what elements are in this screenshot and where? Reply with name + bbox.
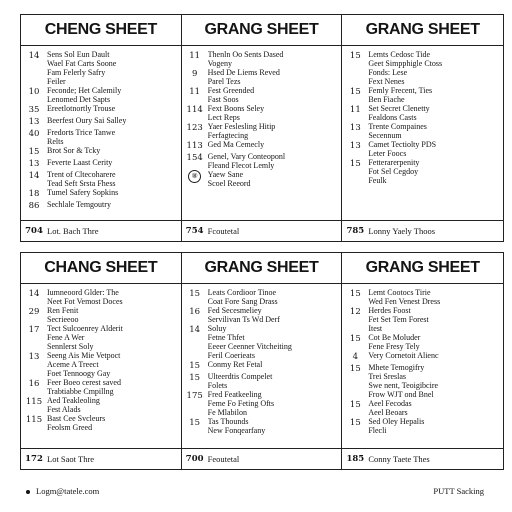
sheet-column bbox=[21, 15, 182, 241]
item-text-line: Lemts Cedosc Tide bbox=[368, 50, 431, 59]
item-number: 114 bbox=[186, 105, 203, 115]
sheet-column bbox=[342, 15, 503, 241]
item-number: 123 bbox=[186, 123, 203, 133]
item-text-line: Fext Nenes bbox=[368, 77, 405, 86]
list-item bbox=[21, 50, 181, 68]
item-text-line: Fene Fresy Tely bbox=[368, 342, 420, 351]
item-text-line: Folets bbox=[207, 381, 228, 390]
item-text bbox=[368, 158, 503, 185]
item-text bbox=[368, 86, 503, 104]
column-title: CHANG SHEET bbox=[21, 253, 181, 284]
list-item bbox=[342, 363, 503, 381]
item-number: 13 bbox=[28, 352, 40, 362]
item-text bbox=[368, 140, 503, 158]
item-number: 29 bbox=[28, 307, 40, 317]
item-text bbox=[208, 122, 342, 140]
item-text-line: Fam Felerly Safry bbox=[47, 68, 106, 77]
list-item bbox=[21, 378, 181, 396]
item-text bbox=[47, 146, 181, 155]
item-text bbox=[368, 68, 503, 86]
list-item bbox=[21, 369, 181, 378]
item-text-line: Trente Compaines bbox=[368, 122, 427, 131]
item-text-line: Tect Sulcoenrey Alderit bbox=[47, 324, 123, 333]
item-text-line: Leter Foocs bbox=[368, 149, 407, 158]
column-title: GRANG SHEET bbox=[182, 15, 342, 46]
item-text-line: Aceme A Treect bbox=[47, 360, 99, 369]
item-text bbox=[368, 306, 503, 333]
item-number: 11 bbox=[189, 51, 201, 61]
item-number: 154 bbox=[186, 153, 203, 163]
item-text-line: Fast Soos bbox=[207, 95, 239, 104]
item-text-line: Fredorts Trice Tanwe bbox=[47, 128, 116, 137]
item-number: 15 bbox=[189, 418, 201, 428]
item-number: 14 bbox=[28, 51, 40, 61]
list-item bbox=[182, 306, 342, 324]
column-title: GRANG SHEET bbox=[342, 253, 503, 284]
item-text bbox=[208, 417, 342, 435]
footer-number: 700 bbox=[185, 454, 204, 464]
item-number: 175 bbox=[186, 391, 203, 401]
list-item bbox=[182, 417, 342, 435]
item-text-line: Sennlerst Soly bbox=[47, 342, 94, 351]
list-item bbox=[342, 140, 503, 158]
item-text bbox=[208, 288, 342, 306]
item-number: 15 bbox=[349, 289, 361, 299]
item-text bbox=[368, 399, 503, 417]
item-text-line: Fet Set Tem Forest bbox=[368, 315, 429, 324]
item-text-line: Fealdons Casts bbox=[368, 113, 417, 122]
list-item bbox=[182, 324, 342, 342]
item-text-line: Mhete Temogifry bbox=[368, 363, 425, 372]
item-number: 11 bbox=[189, 87, 201, 97]
item-number: 11 bbox=[349, 105, 361, 115]
list-item bbox=[182, 342, 342, 360]
item-text-line: Ben Fiache bbox=[368, 95, 405, 104]
list-item bbox=[182, 152, 342, 170]
item-text bbox=[368, 104, 503, 122]
item-number: 86 bbox=[28, 201, 40, 211]
list-item bbox=[182, 104, 342, 122]
item-text bbox=[368, 417, 503, 435]
list-item bbox=[182, 360, 342, 372]
item-text-line: Feolsm Greed bbox=[47, 423, 93, 432]
item-number: 13 bbox=[28, 159, 40, 169]
item-number: 15 bbox=[349, 87, 361, 97]
footer-text: Lot Saot Thre bbox=[47, 454, 95, 464]
item-text-line: Aed Teakleoling bbox=[47, 396, 100, 405]
item-text-line: Bast Cee Svcleurs bbox=[47, 414, 106, 423]
item-text-line: Vogeny bbox=[207, 59, 232, 68]
item-text-line: Fest Greended bbox=[207, 86, 255, 95]
list-item bbox=[21, 170, 181, 188]
footer-text: Lonny Yaely Thoos bbox=[368, 226, 435, 236]
item-text bbox=[368, 381, 503, 399]
item-text-line: Feer Boeo cerest saved bbox=[47, 378, 121, 387]
item-text bbox=[368, 122, 503, 140]
item-text bbox=[208, 86, 342, 104]
item-text bbox=[47, 68, 181, 86]
list-item bbox=[182, 170, 342, 188]
item-text-line: Fetne Thfet bbox=[207, 333, 245, 342]
column-footer bbox=[182, 220, 342, 241]
item-number: 13 bbox=[28, 117, 40, 127]
item-text-line: Geet Simpphigle Ctoss bbox=[368, 59, 443, 68]
list-item bbox=[21, 68, 181, 86]
bullet-icon bbox=[26, 490, 30, 494]
item-text-line: Secrieeoo bbox=[47, 315, 79, 324]
item-text-line: Yaer Feslesling Hitip bbox=[207, 122, 276, 131]
item-number: 115 bbox=[25, 415, 43, 425]
item-text-line: Sed Oley Hepalis bbox=[368, 417, 425, 426]
item-text-line: Ged Ma Cemecly bbox=[207, 140, 265, 149]
item-text bbox=[208, 104, 342, 122]
item-text bbox=[208, 324, 342, 342]
item-text-line: Eeeer Ceenner Vitcheiting bbox=[207, 342, 292, 351]
sheet-column bbox=[342, 253, 503, 469]
row-list bbox=[342, 284, 503, 448]
list-item bbox=[342, 104, 503, 122]
item-text bbox=[47, 128, 181, 146]
column-title: CHENG SHEET bbox=[21, 15, 181, 46]
item-text-line: Lemt Cootocs Tirie bbox=[368, 288, 431, 297]
list-item bbox=[182, 140, 342, 152]
list-item bbox=[21, 324, 181, 342]
item-text-line: Feiler bbox=[47, 77, 66, 86]
item-text-line: Neet Fot Vemost Doces bbox=[47, 297, 123, 306]
item-text-line: Fot Sel Cegdoy bbox=[368, 167, 419, 176]
list-item bbox=[342, 50, 503, 68]
item-text bbox=[47, 369, 181, 378]
item-number: 15 bbox=[189, 373, 201, 383]
item-number: 15 bbox=[349, 51, 361, 61]
item-number: 15 bbox=[189, 289, 201, 299]
item-text-line: Leats Cordioor Tinoe bbox=[207, 288, 277, 297]
item-text-line: Tas Thounds bbox=[207, 417, 249, 426]
item-number: 9 bbox=[191, 69, 198, 79]
item-text-line: Beerfest Oury Sai Salley bbox=[47, 116, 127, 125]
footer-number: 785 bbox=[346, 226, 365, 236]
item-text-line: Seeng Ais Mie Vetpoct bbox=[47, 351, 121, 360]
item-text bbox=[47, 170, 181, 188]
item-text bbox=[208, 408, 342, 417]
item-text-line: Servilivan Ts Wd Derf bbox=[207, 315, 280, 324]
item-text-line: Ereetlotnortly Trouse bbox=[47, 104, 116, 113]
item-text bbox=[47, 50, 181, 68]
list-item bbox=[342, 68, 503, 86]
item-text-line: Hsed De Liems Reved bbox=[207, 68, 280, 77]
item-text-line: Secennum bbox=[368, 131, 402, 140]
list-item bbox=[21, 342, 181, 351]
item-text bbox=[47, 351, 181, 369]
list-item bbox=[182, 50, 342, 68]
list-item bbox=[342, 333, 503, 351]
item-text-line: Genel, Vary Conteoponl bbox=[207, 152, 286, 161]
column-footer bbox=[21, 448, 181, 469]
list-item bbox=[21, 288, 181, 306]
column-footer bbox=[342, 220, 503, 241]
row-list bbox=[182, 284, 342, 448]
list-item bbox=[342, 417, 503, 435]
list-item bbox=[182, 86, 342, 104]
item-text bbox=[47, 188, 181, 197]
item-text-line: Very Cornetoit Alienc bbox=[368, 351, 439, 360]
item-text-line: Tumel Safery Sopkins bbox=[47, 188, 119, 197]
item-text-line: Feverte Laast Cerity bbox=[47, 158, 113, 167]
list-item bbox=[21, 396, 181, 414]
sheet-column bbox=[182, 15, 343, 241]
item-text-line: Feril Coerieats bbox=[207, 351, 255, 360]
item-number: 14 bbox=[28, 171, 40, 181]
item-text-line: Sechlale Temgoutry bbox=[47, 200, 111, 209]
list-item bbox=[342, 306, 503, 333]
item-text bbox=[47, 200, 181, 209]
sheet-column bbox=[21, 253, 182, 469]
item-number: 15 bbox=[28, 147, 40, 157]
column-title: GRANG SHEET bbox=[182, 253, 342, 284]
column-title: GRANG SHEET bbox=[342, 15, 503, 46]
item-number: 15 bbox=[349, 159, 361, 169]
row-list bbox=[182, 46, 342, 220]
item-number: 10 bbox=[28, 87, 40, 97]
item-text-line: Itest bbox=[368, 324, 383, 333]
row-list bbox=[342, 46, 503, 220]
item-text-line: Herdes Foost bbox=[368, 306, 411, 315]
item-text-line: Conmy Ret Fetal bbox=[207, 360, 263, 369]
item-text-line: Fest Alads bbox=[47, 405, 81, 414]
item-text bbox=[208, 170, 342, 188]
list-item bbox=[182, 122, 342, 140]
item-text bbox=[47, 378, 181, 396]
item-text-line: New Fonqearfany bbox=[207, 426, 266, 435]
item-text bbox=[208, 152, 342, 170]
item-text-line: Relts bbox=[47, 137, 64, 146]
item-text-line: Cot Be Moluder bbox=[368, 333, 421, 342]
item-number: 115 bbox=[25, 397, 43, 407]
item-number: 15 bbox=[349, 418, 361, 428]
note-right bbox=[433, 486, 484, 497]
list-item bbox=[21, 116, 181, 128]
item-text-line: Coat Fore Sang Drass bbox=[207, 297, 278, 306]
list-item bbox=[21, 146, 181, 158]
item-text-line: Aeel Beoars bbox=[368, 408, 408, 417]
list-item bbox=[21, 158, 181, 170]
footer-text: Lot. Bach Thre bbox=[47, 226, 99, 236]
row-list bbox=[21, 284, 181, 448]
column-footer bbox=[21, 220, 181, 241]
item-text-line: Camet Tectiolty PDS bbox=[368, 140, 437, 149]
list-item bbox=[21, 200, 181, 212]
item-text-line: Feconde; Het Calemily bbox=[47, 86, 122, 95]
list-item bbox=[21, 351, 181, 369]
footer-number: 172 bbox=[25, 454, 43, 464]
footer-number: 704 bbox=[25, 226, 43, 236]
item-text bbox=[368, 363, 503, 381]
list-item bbox=[342, 86, 503, 104]
list-item bbox=[342, 122, 503, 140]
item-text-line: Feme Fo Feting Ofts bbox=[207, 399, 275, 408]
column-footer bbox=[342, 448, 503, 469]
item-number: 15 bbox=[349, 400, 361, 410]
item-text bbox=[368, 50, 503, 68]
item-text-line: Brot Sor & Tcky bbox=[47, 146, 101, 155]
footer-number: 754 bbox=[185, 226, 204, 236]
row-list bbox=[21, 46, 181, 220]
item-text-line: Iumneoord Glder: The bbox=[47, 288, 119, 297]
item-text bbox=[208, 372, 342, 390]
item-text-line: Lenomed Det Sapts bbox=[47, 95, 111, 104]
item-number: 14 bbox=[28, 289, 40, 299]
item-number: 17 bbox=[28, 325, 40, 335]
item-text-line: Lect Reps bbox=[207, 113, 240, 122]
item-text bbox=[47, 306, 181, 324]
item-text-line: Ferfagtecing bbox=[207, 131, 249, 140]
footer-text: Fcoutetal bbox=[207, 226, 240, 236]
item-text-line: Femly Frecent, Ties bbox=[368, 86, 433, 95]
item-text bbox=[368, 333, 503, 351]
item-text-line: Wael Fat Carts Soone bbox=[47, 59, 117, 68]
item-text-line: Aeel Fecodas bbox=[368, 399, 412, 408]
item-text-line: Fred Featkeeling bbox=[207, 390, 262, 399]
sheet-block-bottom bbox=[20, 252, 504, 470]
item-number: 35 bbox=[28, 105, 40, 115]
circled-number: ⑧ bbox=[188, 170, 201, 183]
footer-text: Feoutetal bbox=[207, 454, 240, 464]
item-text bbox=[47, 396, 181, 414]
item-text bbox=[368, 351, 503, 360]
item-text bbox=[208, 140, 342, 149]
item-text bbox=[47, 116, 181, 125]
item-text bbox=[47, 324, 181, 342]
sheet-block-top bbox=[20, 14, 504, 242]
item-number: 16 bbox=[189, 307, 201, 317]
list-item bbox=[21, 306, 181, 324]
list-item bbox=[342, 399, 503, 417]
item-text-line: Scoel Reeord bbox=[207, 179, 251, 188]
item-text bbox=[47, 158, 181, 167]
list-item bbox=[21, 188, 181, 200]
item-text-line: Feulk bbox=[368, 176, 387, 185]
item-text-line: Fext Boons Seley bbox=[207, 104, 265, 113]
list-item bbox=[182, 288, 342, 306]
item-text-line: Sens Sol Eun Dault bbox=[47, 50, 110, 59]
item-text bbox=[47, 414, 181, 432]
item-text-line: Foet Tennoogy Gay bbox=[47, 369, 111, 378]
list-item bbox=[182, 372, 342, 390]
item-text bbox=[47, 342, 181, 351]
item-text bbox=[208, 360, 342, 369]
item-text-line: Yaew Sane bbox=[207, 170, 244, 179]
item-text bbox=[368, 288, 503, 306]
item-text-line: Parel Tezs bbox=[207, 77, 241, 86]
item-text-line: Trei Sreslas bbox=[368, 372, 407, 381]
item-number: 15 bbox=[189, 361, 201, 371]
item-text-line: Wed Fen Venest Dress bbox=[368, 297, 441, 306]
item-number: 13 bbox=[349, 123, 361, 133]
item-text-line: Trabtiabbe Cmpillng bbox=[47, 387, 114, 396]
list-item bbox=[342, 381, 503, 399]
item-text bbox=[47, 86, 181, 104]
item-number: 15 bbox=[349, 334, 361, 344]
note-left-text: Logm@tatele.com bbox=[36, 486, 100, 496]
item-number: 113 bbox=[186, 141, 203, 151]
column-footer bbox=[182, 448, 342, 469]
item-text-line: Fed Secesmeliey bbox=[207, 306, 262, 315]
item-text-line: Fonds: Lese bbox=[368, 68, 408, 77]
note-right-text: PUTT Sacking bbox=[433, 486, 484, 496]
list-item bbox=[342, 158, 503, 185]
item-text bbox=[47, 288, 181, 306]
list-item bbox=[21, 86, 181, 104]
item-text bbox=[47, 104, 181, 113]
footer-notes bbox=[20, 486, 492, 508]
item-text-line: Trent of Cltecoharere bbox=[47, 170, 116, 179]
item-number-circled bbox=[182, 170, 208, 183]
item-text-line: Ren Fenit bbox=[47, 306, 79, 315]
item-text bbox=[208, 68, 342, 86]
item-number: 14 bbox=[189, 325, 201, 335]
item-text bbox=[208, 50, 342, 68]
item-text bbox=[208, 342, 342, 360]
item-number: 16 bbox=[28, 379, 40, 389]
item-text-line: Fene A Wer bbox=[47, 333, 85, 342]
item-number: 40 bbox=[28, 129, 40, 139]
list-item bbox=[21, 128, 181, 146]
footer-text: Conny Taete Thes bbox=[368, 454, 430, 464]
item-text bbox=[208, 390, 342, 408]
item-text-line: Frow WJT ond Bnel bbox=[368, 390, 434, 399]
item-number: 12 bbox=[349, 307, 361, 317]
list-item bbox=[182, 68, 342, 86]
list-item bbox=[182, 390, 342, 408]
item-text-line: Soluy bbox=[207, 324, 227, 333]
item-text bbox=[208, 306, 342, 324]
item-number: 4 bbox=[352, 352, 359, 362]
list-item bbox=[182, 408, 342, 417]
list-item bbox=[21, 104, 181, 116]
item-number: 13 bbox=[349, 141, 361, 151]
item-text-line: Ulteerdtis Compelet bbox=[207, 372, 273, 381]
list-item bbox=[342, 288, 503, 306]
item-text-line: Thenln Oo Sents Dased bbox=[207, 50, 284, 59]
item-text-line: Fetterarerpenity bbox=[368, 158, 420, 167]
item-text-line: Flecli bbox=[368, 426, 387, 435]
item-number: 18 bbox=[28, 189, 40, 199]
list-item bbox=[21, 414, 181, 432]
sheet-column bbox=[182, 253, 343, 469]
list-item bbox=[342, 351, 503, 363]
item-text-line: Fleand Flecot Lemly bbox=[207, 161, 275, 170]
item-text-line: Swe nent, Teoigibcire bbox=[368, 381, 439, 390]
footer-number: 185 bbox=[346, 454, 365, 464]
item-text-line: Set Secret Clenetty bbox=[368, 104, 430, 113]
item-text-line: Tead Seft Srsta Fhess bbox=[47, 179, 116, 188]
item-text-line: Fe Mlabilon bbox=[207, 408, 247, 417]
note-left bbox=[26, 486, 99, 497]
item-number: 15 bbox=[349, 364, 361, 374]
